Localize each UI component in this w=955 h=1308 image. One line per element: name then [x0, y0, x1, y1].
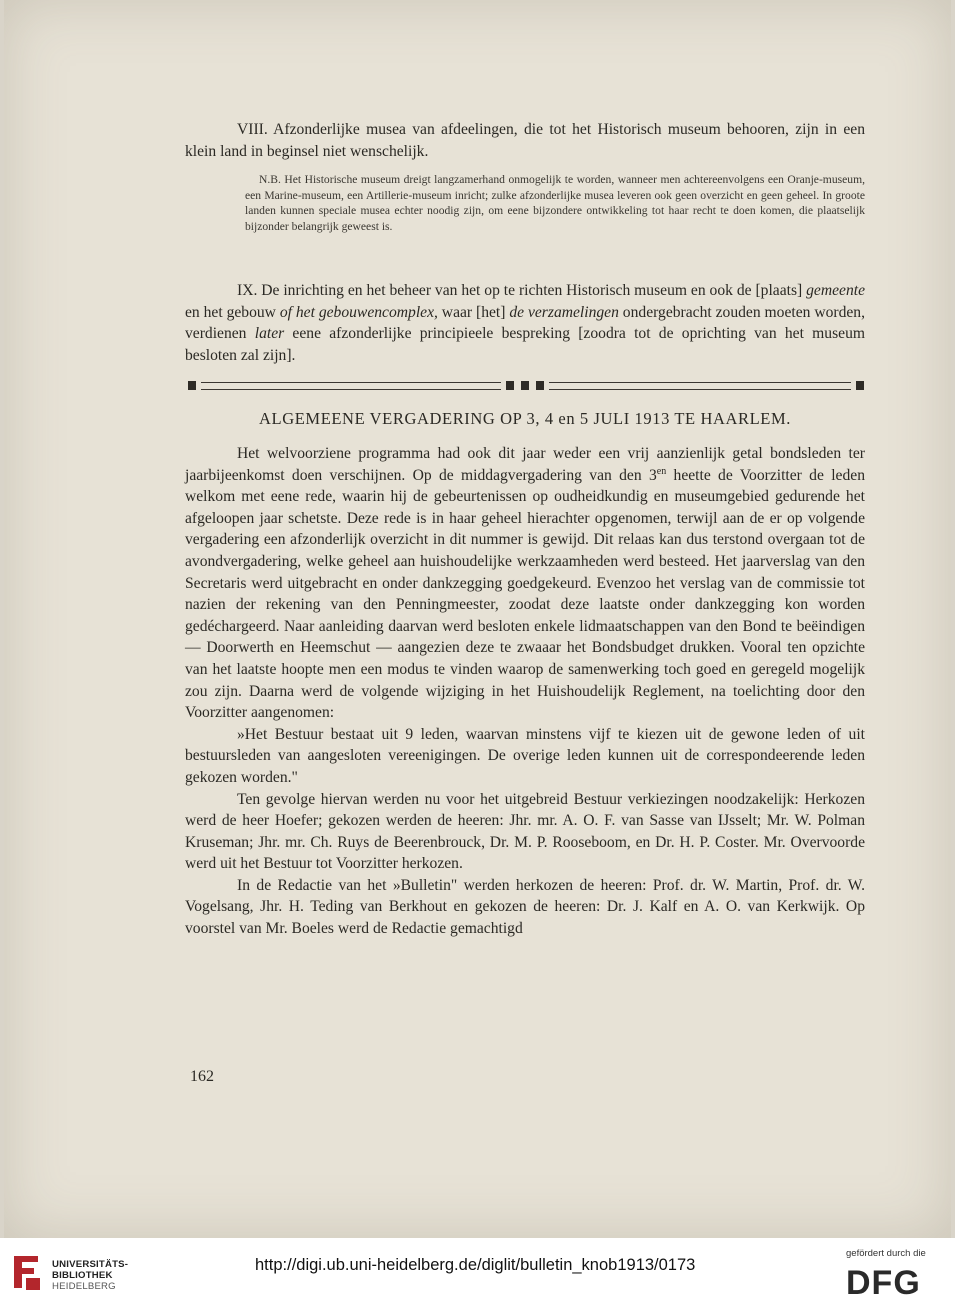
section-ix [185, 280, 865, 366]
italic-run: of het gebouwencomplex, [279, 303, 438, 321]
divider-square [506, 381, 514, 390]
section-heading: ALGEMEENE VERGADERING OP 3, 4 en 5 JULI 1913 TE HAARLEM. [259, 409, 791, 428]
text-run: ondergebracht zouden moeten worden, verdienen [185, 303, 865, 343]
text-run: en het gebouw [185, 303, 280, 321]
dfg-logo[interactable]: DFG [846, 1264, 921, 1302]
library-name-line: HEIDELBERG [52, 1281, 116, 1292]
university-library-logo-icon[interactable] [10, 1250, 44, 1294]
superscript: en [656, 465, 667, 477]
text-run: heette de Voorzitter de leden welkom met eene rede, waarin hij de gebeurtenissen op oudheidkundig en museumgebied gedurende het afgeloopen jaar schetste. Deze rede is in haar geheel hierachter opgenomen, terwijl aan de er op volgende vergadering een afzonderlijk overzicht in dit nummer is gewijd. Dit relaas kan dus terstond overgaan tot de avondvergadering, welke geheel aan huishoudelijke werkzaamheden werd besteed. Het jaarverslag van den Secretaris werd uitgebracht en onder dankzegging goedgekeurd. Evenzoo het verslag van de commissie tot nazien der rekening van den Penningmeester, zoodat deze laatste onder dankzegging kon worden gedéchargeerd. Naar aanleiding daarvan werd besloten enkele lidmaatschappen van den Bond te beëindigen — Doorwerth en Heemschut — aangezien deze te zwaaar het Bondsbudget drukken. Vooral ten opzichte van het laatste hoopte men een modus te vinden waarop de samenwerking toch goed en geregeld mogelijk zou zijn. Daarna werd de volgende wijziging in het Huishoudelijk Reglement, na toelichting door den Voorzitter aangenomen: [185, 466, 865, 722]
library-name [52, 1259, 128, 1292]
italic-run: gemeente [806, 282, 865, 299]
divider-rule [549, 382, 851, 390]
divider-square [856, 381, 864, 390]
body-paragraph-4: In de Redactie van het »Bulletin" werden herkozen de heeren: Prof. dr. W. Martin, Prof. dr. W. Vogelsang, Jhr. H. Teding van Berkhout en gekozen de heeren: Dr. J. Kalf en A. O. van Kerkwijk. Op voorstel van Mr. Boeles werd de Redactie gemachtigd [185, 876, 865, 938]
divider-rule [201, 382, 501, 390]
text-run: eene afzonderlijke principieele bespreking [zoodra tot de oprichting van het museum besloten zal zijn]. [185, 325, 866, 364]
divider-square [536, 381, 544, 390]
text-run: waar [het] [437, 303, 510, 321]
library-name-line: UNIVERSITÄTS- [52, 1259, 129, 1270]
section-viii [185, 119, 865, 162]
section-viii-text: VIII. Afzonderlijke musea van afdeelingen, die tot het Historisch museum behooren, zijn in een klein land in beginsel niet wenschelijk. [185, 121, 865, 160]
italic-run: de verzamelingen [509, 303, 619, 321]
ornamental-divider [188, 378, 864, 394]
funding-caption: gefördert durch die [846, 1248, 926, 1259]
body-text [185, 443, 865, 940]
section-ix-text [185, 280, 865, 366]
library-name-line: BIBLIOTHEK [52, 1270, 113, 1281]
body-paragraph-3: Ten gevolge hiervan werden nu voor het uitgebreid Bestuur verkiezingen noodzakelijk: Herkozen werd de heer Hoefer; gekozen werden de heeren: Jhr. mr. A. O. F. van Sasse van IJsselt; Mr. W. Polman Kruseman; Jhr. mr. Ch. Ruys de Beerenbrouck, Dr. M. P. Rooseboom, en Dr. H. P. Coster. Mr. Overvoorde werd uit het Bestuur tot Voorzitter herkozen. [185, 790, 865, 873]
body-paragraph-1 [185, 443, 865, 724]
italic-run: later [254, 325, 285, 343]
note-nb: N.B. Het Historische museum dreigt langzamerhand onmogelijk te worden, wanneer men achtereenvolgens een Oranje-museum, een Marine-museum, een Artillerie-museum inricht; zulke afzonderlijke musea leveren ook geen overzicht en geen geheel. In groote landen kunnen speciale musea echter noodig zijn, om eene bijzondere ontwikkeling tot haar recht te doen komen, die plaatselijk bijzonder belangrijk geweest is. [245, 173, 865, 234]
viewer-footer [0, 1238, 955, 1308]
permalink-url[interactable]: http://digi.ub.uni-heidelberg.de/diglit/bulletin_knob1913/0173 [255, 1256, 696, 1274]
body-paragraph-2: »Het Bestuur bestaat uit 9 leden, waarvan minstens vijf te kiezen uit de gewone leden of uit bestuursleden van aangesloten vereenigingen. De overige leden kunnen uit de correspondeerende leden gekozen worden." [185, 725, 865, 786]
divider-square [521, 381, 529, 390]
text-run: Het welvoorziene programma had ook dit jaar weder een vrij aanzienlijk getal bondsleden ter jaarbijeenkomst doen verschijnen. Op de middagvergadering van den 3 [185, 445, 865, 484]
text-run: IX. De inrichting en het beheer van het op te richten Historisch museum en ook de [plaats] [237, 282, 807, 299]
page-number: 162 [190, 1068, 214, 1085]
divider-square [188, 381, 196, 390]
